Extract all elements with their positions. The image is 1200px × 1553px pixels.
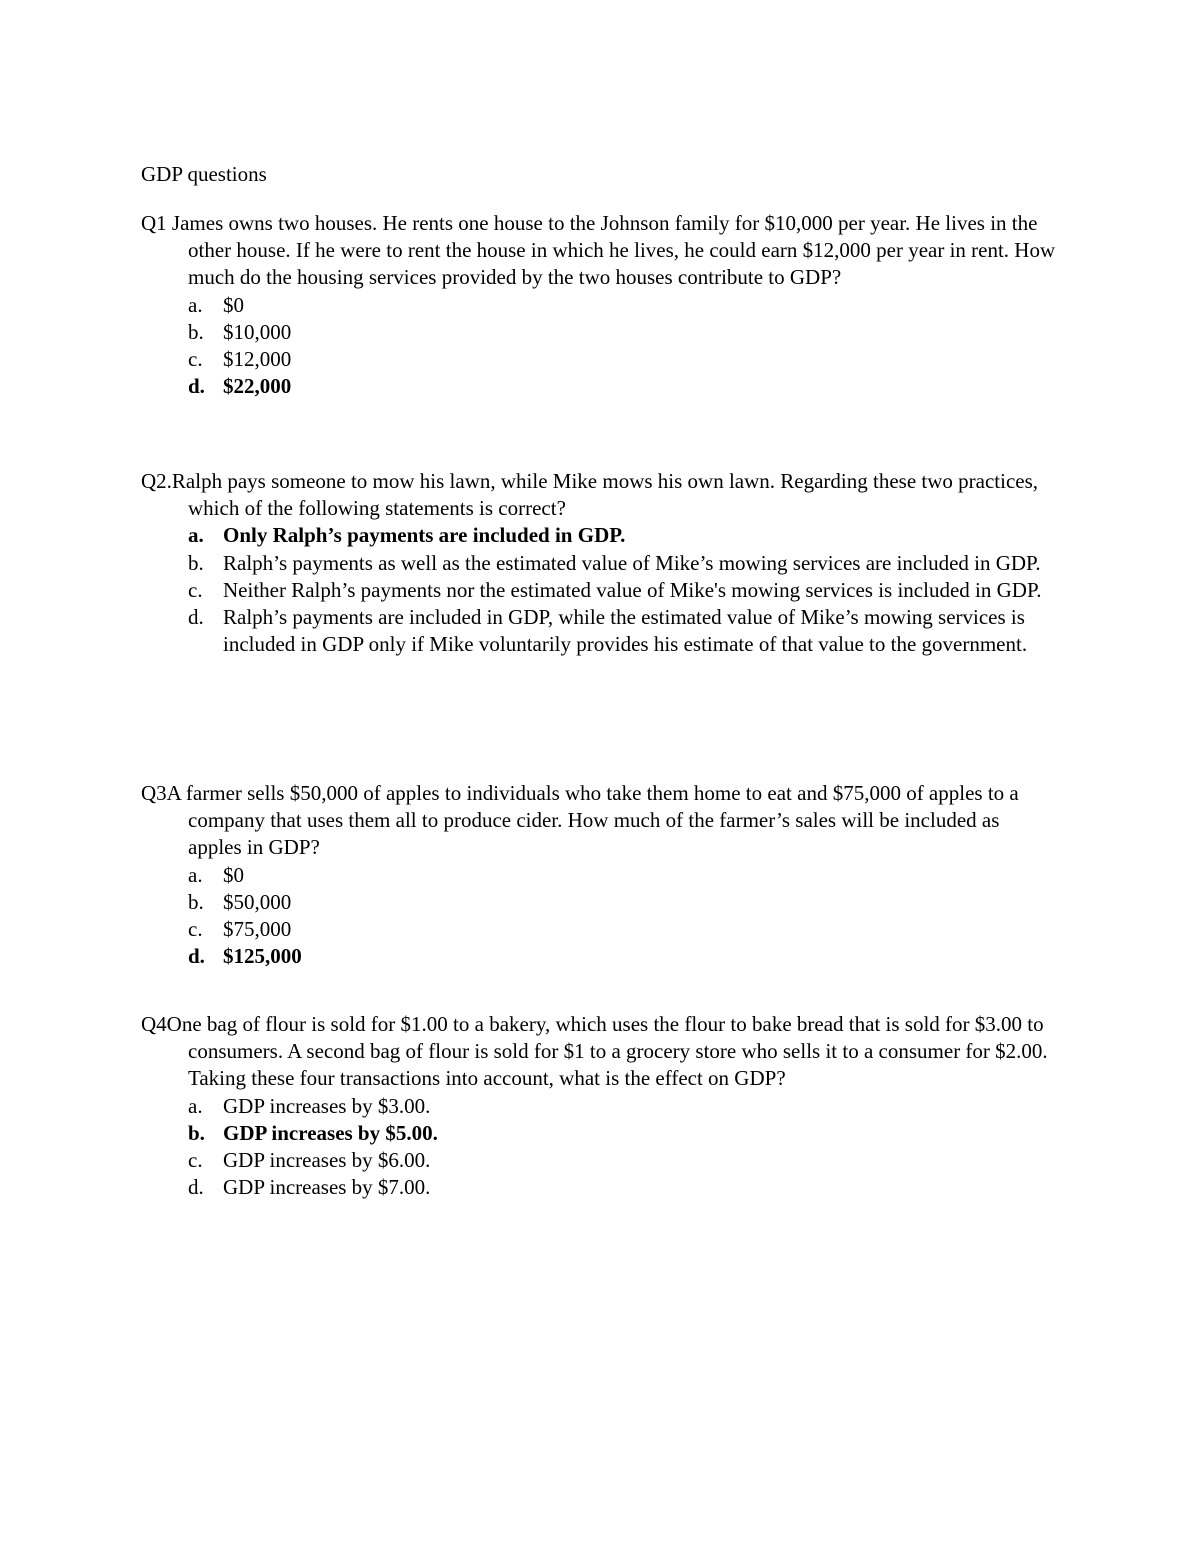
option-letter: c. — [188, 1148, 203, 1173]
option-text: $22,000 — [223, 374, 292, 399]
option-text: GDP increases by $7.00. — [223, 1175, 431, 1200]
option-list — [141, 1093, 1056, 1202]
option-c — [141, 1147, 1056, 1174]
option-letter: b. — [188, 319, 204, 344]
option-letter: d. — [188, 1175, 204, 1200]
question-3 — [141, 780, 1056, 970]
option-a — [141, 522, 1056, 549]
option-text: Ralph’s payments as well as the estimated value of Mike’s mowing services are included in GDP. — [223, 550, 1041, 575]
option-letter: a. — [188, 523, 204, 548]
question-4 — [141, 1011, 1056, 1201]
option-b — [141, 550, 1056, 577]
option-a — [141, 292, 1056, 319]
option-text: GDP increases by $5.00. — [223, 1120, 438, 1145]
option-list — [141, 862, 1056, 971]
option-text: Only Ralph’s payments are included in GDP. — [223, 523, 626, 548]
option-a — [141, 1093, 1056, 1120]
option-d — [141, 943, 1056, 970]
option-letter: c. — [188, 577, 203, 602]
option-text: $50,000 — [223, 889, 292, 914]
option-letter: d. — [188, 944, 205, 969]
option-text: $125,000 — [223, 944, 302, 969]
option-letter: b. — [188, 889, 204, 914]
option-letter: b. — [188, 550, 204, 575]
option-list — [141, 522, 1056, 658]
option-text: Ralph’s payments are included in GDP, while the estimated value of Mike’s mowing services is included in GDP only if Mike voluntarily provides his estimate of that value to the government. — [223, 605, 1028, 657]
option-letter: b. — [188, 1120, 205, 1145]
option-letter: a. — [188, 862, 203, 887]
option-b — [141, 1120, 1056, 1147]
option-text: $10,000 — [223, 319, 292, 344]
option-letter: d. — [188, 605, 204, 630]
option-text: $0 — [223, 862, 244, 887]
question-1 — [141, 210, 1056, 400]
option-text: GDP increases by $6.00. — [223, 1148, 431, 1173]
option-letter: a. — [188, 292, 203, 317]
option-letter: c. — [188, 347, 203, 372]
option-text: Neither Ralph’s payments nor the estimated value of Mike's mowing services is included in GDP. — [223, 577, 1042, 602]
question-stem: Q1 James owns two houses. He rents one house to the Johnson family for $10,000 per year. He lives in the other house. If he were to rent the house in which he lives, he could earn $12,000 per year in rent. How much do the housing services provided by the two houses contribute to GDP? — [141, 211, 1056, 290]
option-letter: c. — [188, 917, 203, 942]
option-letter: d. — [188, 374, 205, 399]
option-list — [141, 292, 1056, 401]
option-text: $0 — [223, 292, 244, 317]
option-letter: a. — [188, 1093, 203, 1118]
option-d — [141, 604, 1056, 658]
option-text: $12,000 — [223, 347, 292, 372]
option-c — [141, 577, 1056, 604]
option-b — [141, 319, 1056, 346]
option-a — [141, 862, 1056, 889]
question-stem: Q4One bag of flour is sold for $1.00 to a bakery, which uses the flour to bake bread that is sold for $3.00 to consumers. A second bag of flour is sold for $1 to a grocery store who sells it to a consumer for $2.00. Taking these four transactions into account, what is the effect on GDP? — [141, 1012, 1048, 1091]
option-b — [141, 889, 1056, 916]
option-d — [141, 1174, 1056, 1201]
question-stem: Q2.Ralph pays someone to mow his lawn, while Mike mows his own lawn. Regarding these two practices, which of the following statements is correct? — [141, 469, 1039, 521]
question-stem: Q3A farmer sells $50,000 of apples to individuals who take them home to eat and $75,000 of apples to a company that uses them all to produce cider. How much of the farmer’s sales will be included as apples in GDP? — [141, 781, 1019, 860]
option-c — [141, 916, 1056, 943]
question-2 — [141, 468, 1056, 658]
option-text: GDP increases by $3.00. — [223, 1093, 431, 1118]
option-text: $75,000 — [223, 917, 292, 942]
document-title: GDP questions — [141, 162, 267, 186]
option-c — [141, 346, 1056, 373]
option-d — [141, 373, 1056, 400]
